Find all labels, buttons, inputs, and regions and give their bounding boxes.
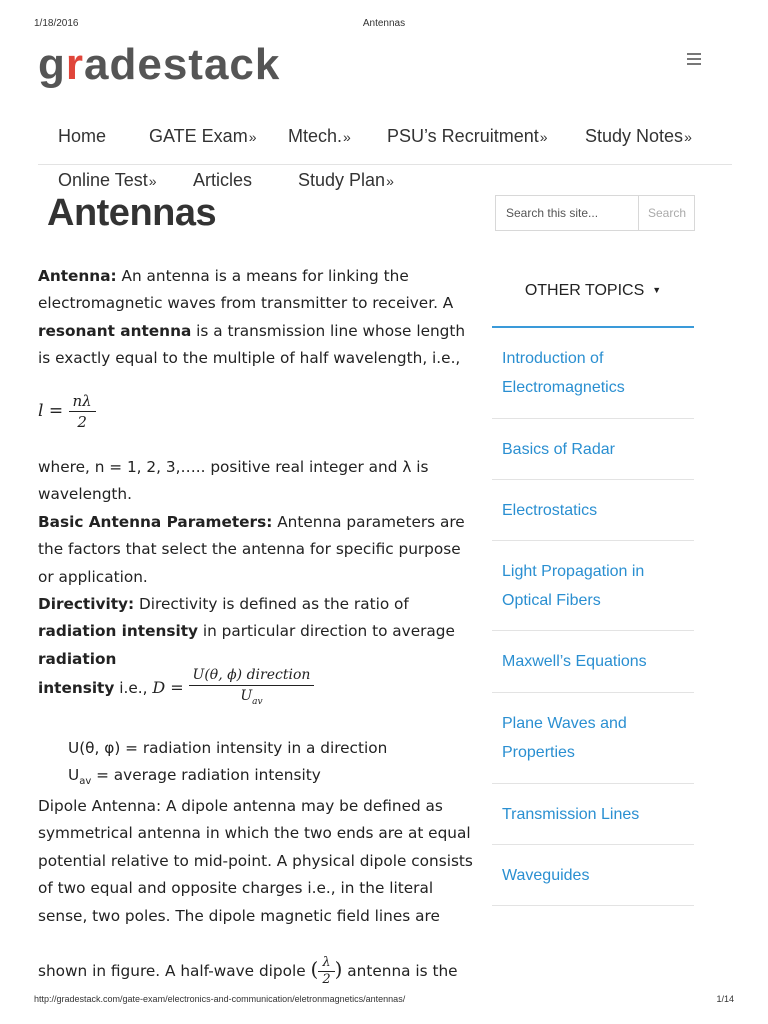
- print-url: http://gradestack.com/gate-exam/electronics-and-communication/eletronmagnetics/antennas/: [34, 994, 406, 1004]
- topic-link-light-propagation-in-optical-fibers[interactable]: Light Propagation in Optical Fibers: [492, 541, 694, 631]
- average-radiation-intensity-definition: $U_{av}$ = average radiation intensity: [68, 766, 321, 788]
- nav-item-study-notes[interactable]: Study Notes»: [585, 126, 692, 146]
- hamburger-menu-icon[interactable]: [687, 53, 701, 65]
- half-wave-dipole-line: shown in figure. A half-wave dipole ( $\frac{\lambda}{2}$ ) antenna is the: [38, 955, 458, 987]
- nav-item-mtech[interactable]: Mtech.»: [288, 126, 351, 146]
- topic-link-transmission-lines[interactable]: Transmission Lines: [492, 784, 694, 845]
- directivity-paragraph: Directivity: Directivity is defined as the ratio of radiation intensity in particular direction to average radiation: [38, 595, 455, 668]
- page-title: Antennas: [47, 192, 217, 234]
- topic-link-waveguides[interactable]: Waveguides: [492, 845, 694, 906]
- topic-link-basics-of-radar[interactable]: Basics of Radar: [492, 419, 694, 480]
- topic-link-introduction-of-electromagnetics[interactable]: Introduction of Electromagnetics: [492, 328, 694, 419]
- nav-item-gate-exam[interactable]: GATE Exam»: [149, 126, 257, 146]
- nav-item-psu-recruitment[interactable]: PSU’s Recruitment»: [387, 126, 548, 146]
- print-date: 1/18/2016: [34, 18, 79, 29]
- other-topics-list: [492, 328, 694, 906]
- topic-link-plane-waves-and-properties[interactable]: Plane Waves and Properties: [492, 693, 694, 784]
- resonant-length-equation: l = $\frac{n\lambda}{2}$: [38, 391, 478, 432]
- search-form: [495, 195, 695, 231]
- dipole-antenna-paragraph: Dipole Antenna: A dipole antenna may be defined as symmetrical antenna in which the two ends are at equal potential relative to mid-point. A physical dipole consists of two equal and opposite charges i.e., in the literal sense, two poles. The dipole magnetic field lines are: [38, 797, 473, 925]
- logo-text: gradestack: [38, 40, 281, 89]
- nav-item-articles[interactable]: Articles: [193, 170, 253, 190]
- print-header: [0, 18, 768, 32]
- topic-link-electrostatics[interactable]: Electrostatics: [492, 480, 694, 541]
- search-input[interactable]: [496, 196, 639, 230]
- directivity-equation-line: intensity i.e., D = $\frac{\text{U(θ, ϕ) direction}}{U_{av}}$: [38, 665, 478, 712]
- search-button[interactable]: Search: [640, 196, 694, 230]
- triangle-down-icon: ▼: [652, 285, 662, 295]
- site-logo[interactable]: [38, 40, 281, 92]
- print-title: Antennas: [362, 18, 406, 29]
- nav-item-home[interactable]: Home: [58, 126, 107, 146]
- print-page-number: 1/14: [716, 994, 734, 1004]
- nav-divider: [38, 164, 732, 165]
- wavelength-note-paragraph: where, n = 1, 2, 3,….. positive real integer and λ is wavelength.: [38, 458, 429, 504]
- radiation-intensity-definition: U(θ, φ) = radiation intensity in a direction: [68, 739, 388, 757]
- antenna-definition-paragraph: Antenna: An antenna is a means for linking the electromagnetic waves from transmitter to receiver. A resonant antenna is a transmission line whose length is exactly equal to the multiple of half wavelength, i.e.,: [38, 267, 466, 368]
- nav-item-study-plan[interactable]: Study Plan»: [298, 170, 394, 190]
- basic-antenna-parameters-paragraph: Basic Antenna Parameters: Antenna parameters are the factors that select the antenna for specific purpose or application.: [38, 513, 465, 586]
- main-nav-row-1: [58, 126, 718, 156]
- print-footer: [0, 994, 768, 1008]
- topic-link-maxwells-equations[interactable]: Maxwell’s Equations: [492, 631, 694, 693]
- nav-item-online-test[interactable]: Online Test»: [58, 170, 157, 190]
- other-topics-toggle[interactable]: [492, 282, 694, 300]
- other-topics-label: OTHER TOPICS: [524, 282, 645, 299]
